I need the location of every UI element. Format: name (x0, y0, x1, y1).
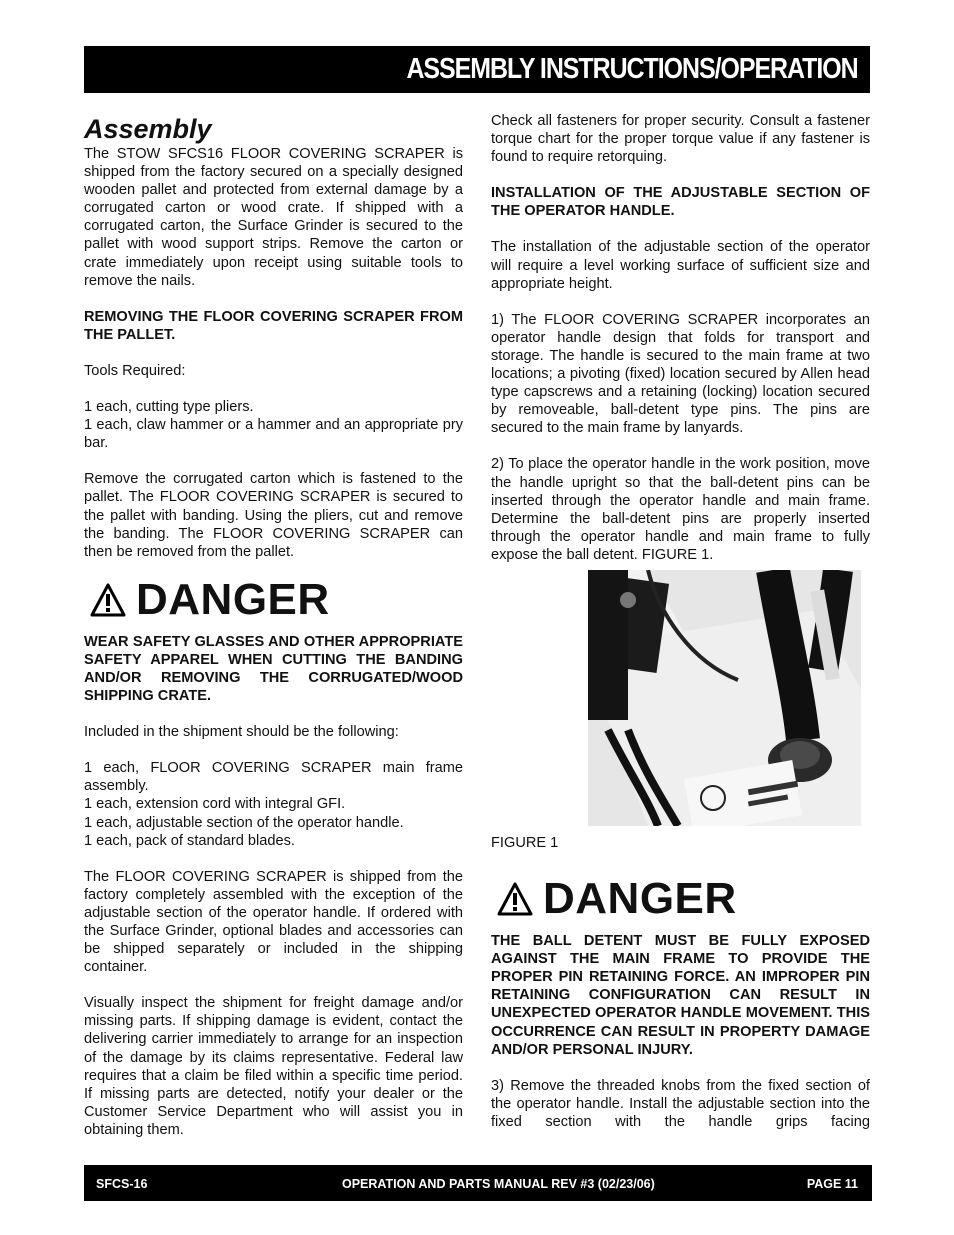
included-item: 1 each, pack of standard blades. (84, 832, 295, 849)
footer-model: SFCS-16 (96, 1177, 148, 1191)
step-2-paragraph: 2) To place the operator handle in the work position, move the handle upright so that the ball-detent pins can be inserted through the operator handle and main frame. Determine the ball-detent pins are properly inserted through the operator handle and main frame to fully expose the ball detent. FIGURE 1. (491, 456, 870, 563)
figure-caption: FIGURE 1 (491, 834, 559, 851)
handle-pin-photo (588, 570, 861, 826)
install-intro: The installation of the adjustable section of the operator will require a level working surface of sufficient size and appropriate height. (491, 239, 870, 292)
install-heading: INSTALLATION OF THE ADJUSTABLE SECTION OF THE OPERATOR HANDLE. (491, 185, 870, 220)
intro-paragraph: The STOW SFCS16 FLOOR COVERING SCRAPER is shipped from the factory secured on a specially designed wooden pallet and protected from external damage by a corrugated carton or wood crate. If shipped with a corrugated carton, the Surface Grinder is secured to the pallet with wood support strips. Remove the carton or crate immediately upon receipt using suitable tools to remove the nails. (84, 146, 463, 289)
figure-1-photo (588, 570, 861, 826)
danger-text: THE BALL DETENT MUST BE FULLY EXPOSED AGAINST THE MAIN FRAME TO PROVIDE THE PROPER PIN RETAINING FORCE. AN IMPROPER PIN RETAINING CONFIGURATION CAN RESULT IN UNEXPECTED OPERATOR HANDLE MOVEMENT. THIS OCCURRENCE CAN RESULT IN PROPERTY DAMAGE AND/OR PERSONAL INJURY. (491, 933, 870, 1058)
included-item: 1 each, extension cord with integral GFI. (84, 796, 346, 813)
inspect-paragraph: Visually inspect the shipment for freight damage and/or missing parts. If shipping damage is evident, contact the delivering carrier immediately to arrange for an inspection of the damage by its claims representative. Federal law requires that a claim be filed within a specific time period. If missing parts are detected, notify your dealer or the Customer Service Department who will assist you in obtaining them. (84, 995, 463, 1138)
tools-required-label: Tools Required: (84, 362, 186, 379)
danger-text: WEAR SAFETY GLASSES AND OTHER APPROPRIATE SAFETY APPAREL WHEN CUTTING THE BANDING AND/OR REMOVING THE CORRUGATED/WOOD SHIPPING CRATE. (84, 633, 463, 705)
footer-manual-title: OPERATION AND PARTS MANUAL REV #3 (02/23/06) (342, 1177, 655, 1191)
page-header (84, 46, 870, 93)
removing-heading: REMOVING THE FLOOR COVERING SCRAPER FROM THE PALLET. (84, 308, 463, 343)
danger-label: DANGER (543, 874, 737, 924)
tool-item: 1 each, claw hammer or a hammer and an appropriate pry bar. (84, 417, 463, 452)
step-3-paragraph: 3) Remove the threaded knobs from the fixed section of the operator handle. Install the adjustable section into the fixed section with the handle grips facing (491, 1077, 870, 1130)
danger-heading (491, 874, 870, 924)
page-header-title: ASSEMBLY INSTRUCTIONS/OPERATION (406, 53, 858, 85)
warning-triangle-icon (90, 583, 126, 617)
remove-carton-paragraph: Remove the corrugated carton which is fastened to the pallet. The FLOOR COVERING SCRAPER is secured to the pallet with banding. Using the pliers, cut and remove the banding. The FLOOR COVERING SCRAPER can then be removed from the pallet. (84, 471, 463, 560)
right-column (491, 112, 870, 1131)
check-fasteners-paragraph: Check all fasteners for proper security. Consult a fastener torque chart for the proper torque value if any fastener is found to require retorquing. (491, 113, 870, 166)
included-item: 1 each, adjustable section of the operator handle. (84, 814, 404, 831)
footer-page-number: PAGE 11 (806, 1177, 858, 1191)
warning-triangle-icon (497, 882, 533, 916)
page-footer (84, 1165, 872, 1201)
included-intro: Included in the shipment should be the following: (84, 724, 399, 741)
left-column (84, 112, 463, 1139)
danger-heading (84, 575, 463, 625)
tool-item: 1 each, cutting type pliers. (84, 399, 254, 416)
danger-label: DANGER (136, 574, 330, 624)
shipped-assembled-paragraph: The FLOOR COVERING SCRAPER is shipped from the factory completely assembled with the exception of the adjustable section of the operator handle. If ordered with the Surface Grinder, optional blades and accessories can be shipped separately or included in the shipping container. (84, 868, 463, 976)
section-title: Assembly (84, 114, 212, 144)
included-item: 1 each, FLOOR COVERING SCRAPER main frame assembly. (84, 760, 463, 795)
step-1-paragraph: 1) The FLOOR COVERING SCRAPER incorporates an operator handle design that folds for transport and storage. The handle is secured to the main frame at two locations; a pivoting (fixed) location secured by Allen head type capscrews and a retaining (locking) location secured by removeable, ball-detent type pins. The pins are secured to the main frame by lanyards. (491, 311, 870, 437)
